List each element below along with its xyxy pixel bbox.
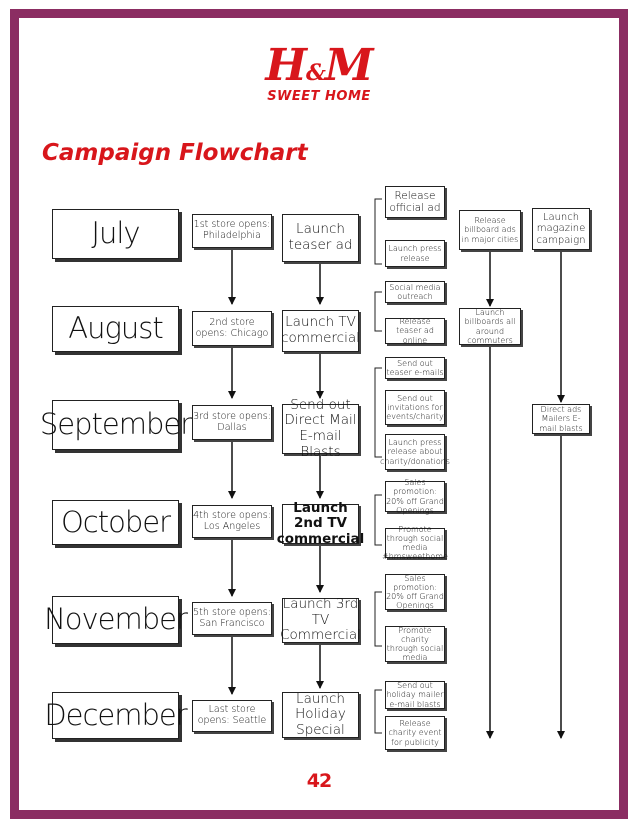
side-item-invitations: Send out invitations for events/charity — [385, 390, 445, 425]
page-number: 42 — [306, 770, 332, 792]
side-item-social-media-hashtag: Promote through social media #hmsweethome — [382, 524, 448, 562]
store-box-2: 2nd store opens: Chicago — [192, 311, 272, 346]
store-box-1: 1st store opens: Philadelphia — [192, 214, 272, 248]
side-item-charity-press-release: Launch press release about charity/donations — [385, 434, 445, 470]
month-box-july: July — [52, 209, 179, 259]
side-item-press-release: Launch press release — [385, 240, 445, 267]
side-item-teaser-emails: Send out teaser e-mails — [386, 358, 444, 377]
side-item-holiday-mailer: Send out holiday mailer e-mail blasts — [386, 681, 444, 709]
campaign-box-holiday-special: Launch Holiday Special — [282, 692, 359, 738]
campaign-box-tv-commercial: Launch TV commercial — [282, 310, 359, 352]
store-box-3: 3rd store opens: Dallas — [192, 405, 272, 440]
side-item-promote-charity: Promote charity through social media — [386, 625, 444, 663]
billboard-box-commuters: Launch billboards all around commuters — [459, 308, 521, 345]
side-item-sales-promotion-2: Sales promotion: 20% off Grand Openings — [386, 573, 444, 611]
side-item-teaser-ad-online: Release teaser ad online — [385, 318, 445, 344]
side-item-charity-event: Release charity event for publicity — [385, 716, 445, 750]
page-title: Campaign Flowchart — [42, 140, 308, 166]
month-box-september: September — [52, 400, 179, 450]
month-box-november: November — [52, 596, 179, 644]
campaign-box-teaser-ad: Launch teaser ad — [282, 214, 359, 262]
store-box-5: 5th store opens: San Francisco — [192, 602, 272, 635]
store-box-6: Last store opens: Seattle — [192, 700, 272, 732]
store-box-4: 4th store opens: Los Angeles — [192, 505, 272, 538]
campaign-box-direct-mail: Send out Direct Mail E-mail Blasts — [282, 404, 359, 454]
billboard-box-major-cities: Release billboard ads in major cities — [459, 210, 521, 250]
month-box-august: August — [52, 306, 179, 352]
side-item-sales-promotion-1: Sales promotion: 20% off Grand Openings — [386, 478, 444, 515]
magazine-box-campaign: Launch magazine campaign — [532, 208, 590, 250]
side-item-social-media-outreach: Social media outreach — [385, 281, 445, 303]
magazine-box-direct-ads: Direct ads Mailers E-mail blasts — [532, 404, 590, 434]
side-item-release-official-ad: Release official ad — [385, 186, 445, 218]
logo-tagline: SWEET HOME — [267, 89, 371, 104]
month-box-december: December — [52, 692, 179, 739]
month-box-october: October — [52, 500, 179, 545]
campaign-box-2nd-tv-commercial: Launch 2nd TV commercial — [276, 499, 365, 547]
hm-logo: H&M — [265, 40, 373, 91]
campaign-box-3rd-tv-commercial: Launch 3rd TV Commercial — [280, 596, 361, 644]
